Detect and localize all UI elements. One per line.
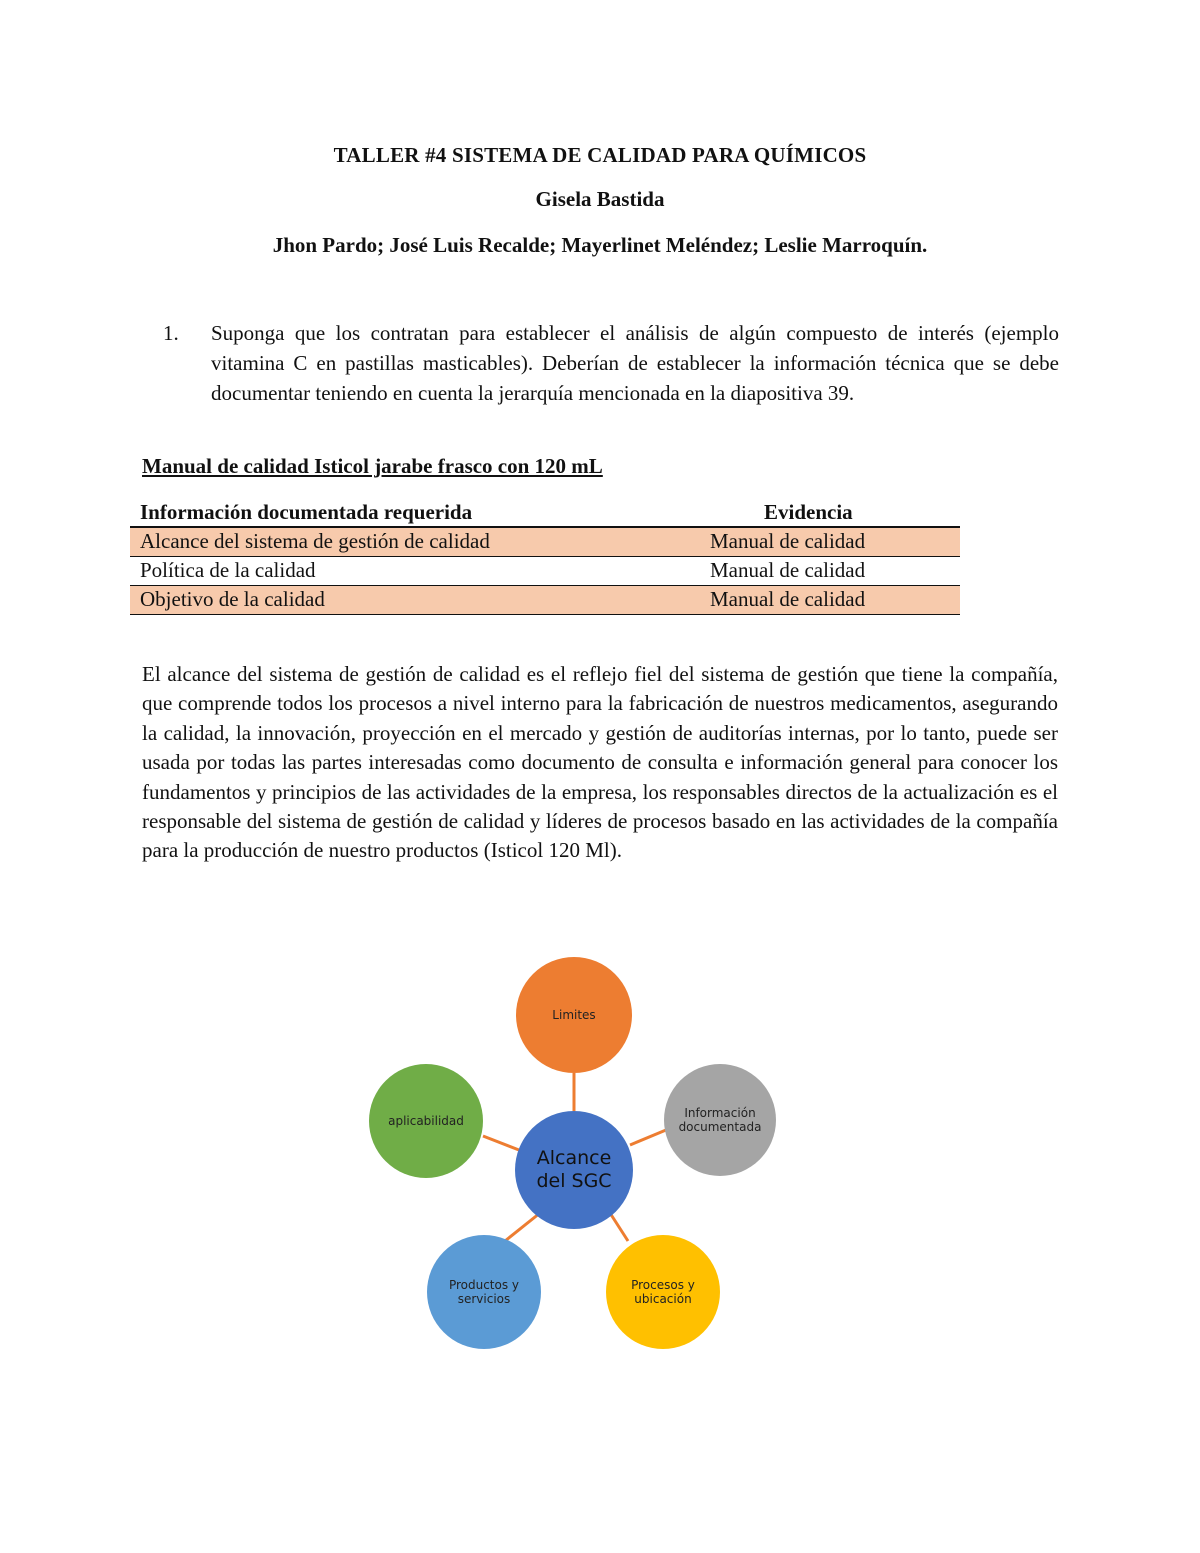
node-limites [516, 957, 632, 1073]
node-informacion-documentada [664, 1064, 776, 1176]
teacher-name: Gisela Bastida [535, 187, 665, 211]
documented-info-table [130, 500, 960, 615]
node-productos-servicios [427, 1235, 541, 1349]
row-requirement: Política de la calidad [140, 558, 316, 582]
table-row [130, 557, 960, 586]
connector-info [630, 1130, 666, 1145]
header-evidence: Evidencia [764, 500, 853, 524]
connector-procesos [610, 1213, 628, 1241]
header-requirement: Información documentada requerida [140, 500, 473, 524]
node-label: Alcance del SGC [536, 1147, 612, 1192]
table-row [130, 528, 960, 557]
row-requirement: Objetivo de la calidad [140, 587, 325, 611]
node-label: Productos y servicios [448, 1278, 520, 1306]
sgc-scope-diagram [360, 945, 800, 1365]
node-label: aplicabilidad [388, 1114, 464, 1128]
manual-heading: Manual de calidad Isticol jarabe frasco con 120 mL [142, 454, 603, 478]
node-label: Información documentada [678, 1106, 762, 1134]
authors-line: Jhon Pardo; José Luis Recalde; Mayerlinet Meléndez; Leslie Marroquín. [272, 233, 928, 257]
question-text: Suponga que los contratan para establecer el análisis de algún compuesto de interés (ejemplo vitamina C en pastillas masticables). Deberían de establecer la información técnica que se debe documentar teniendo en cuenta la jerarquía mencionada en la diapositiva 39. [211, 321, 1059, 405]
node-label: Procesos y ubicación [631, 1278, 695, 1306]
node-center-alcance [515, 1111, 633, 1229]
row-evidence: Manual de calidad [710, 558, 866, 582]
node-aplicabilidad [369, 1064, 483, 1178]
node-label: Limites [552, 1008, 596, 1022]
table-row [130, 586, 960, 615]
document-title: TALLER #4 SISTEMA DE CALIDAD PARA QUÍMICOS [333, 143, 867, 167]
table-header [130, 500, 960, 528]
scope-paragraph: El alcance del sistema de gestión de calidad es el reflejo fiel del sistema de gestión que tiene la compañía, que comprende todos los procesos a nivel interno para la fabricación de nuestros medicamentos, asegurando la calidad, la innovación, proyección en el mercado y gestión de auditorías internas, por lo tanto, puede ser usada por todas las partes interesadas como documento de consulta e información general para conocer los fundamentos y principios de las actividades de la empresa, los responsables directos de la actualización es el responsable del sistema de gestión de calidad y líderes de procesos basado en las actividades de la compañía para la producción de nuestro productos (Isticol 120 Ml). [142, 662, 1058, 863]
question-number: 1. [163, 321, 179, 345]
row-requirement: Alcance del sistema de gestión de calidad [140, 529, 490, 553]
connector-aplicabilidad [483, 1136, 519, 1150]
row-evidence: Manual de calidad [710, 529, 866, 553]
row-evidence: Manual de calidad [710, 587, 866, 611]
connector-productos [505, 1213, 540, 1241]
node-procesos-ubicacion [606, 1235, 720, 1349]
